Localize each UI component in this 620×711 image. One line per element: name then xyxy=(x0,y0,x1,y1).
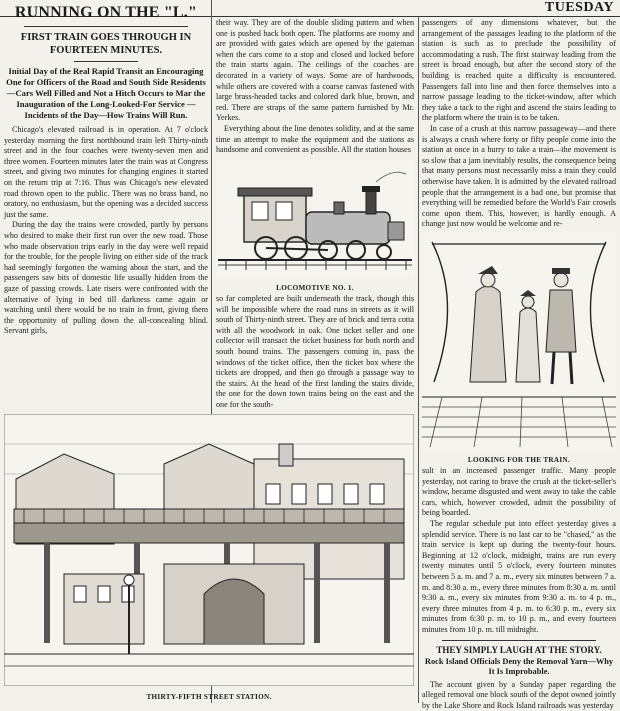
caption-locomotive: LOCOMOTIVE NO. 1. xyxy=(216,284,414,292)
caption-station: THIRTY-FIFTH STREET STATION. xyxy=(4,693,414,701)
article-paragraph: sult in an increased passenger traffic. Many people yesterday, not caring to brave the crush at the ticket-seller's window, became disgusted and went away to take the cable cars, which, however crowded, admit the possibility of being boarded. xyxy=(422,466,616,519)
column-2-lower xyxy=(216,294,414,411)
sidebar-paragraph: The account given by a Sunday paper regarding the alleged removal one block south of the depot owned jointly by the Lake Shore and Rock Island railroads was yesterday xyxy=(422,680,616,711)
article-paragraph: so far completed are built underneath the track, though this will be impossible where the road runs in streets as it will south of Thirty-ninth street. They are of brick and terra cotta with all the woodwork in oak. One ticket seller and one collector will transact the ticket business for both north and south bound trains. The passengers coming in, pass the windows of the ticket office, then the ticket box where the tickets are dropped, and then go through a passage way to the stairs. At the head of the first landing the stairs divide, the one for the down town trains being on the east and the one for the south- xyxy=(216,294,414,411)
article-paragraph: their way. They are of the double sliding pattern and when one is pushed back both open. The platforms are roomy and are provided with gates which are opened by the gateman when the cars come to a stop and closed and locked before the train starts again. The ceilings of the coaches are decorated in a variety of ways. Some are of hardwoods, while others are covered with a coarse canvas fastened with large brass-headed tacks and colored dark blue, brown, and red. There are straps of the same pattern furnished by Mr. Yerkes. xyxy=(216,18,414,124)
divider xyxy=(442,640,596,641)
locomotive-illustration xyxy=(216,160,414,278)
article-paragraph: Chicago's elevated railroad is in operation. At 7 o'clock yesterday morning the first northbound train left Thirty-ninth street and in the four coaches were twenty-seven men and three women. Fourteen minutes later the train was at Congress street, and giving two minutes for changing engines it started on the return trip at 7:16. Thus was Chicago's new elevated road thrown open to the public. There was no brass band, no oratory, no enthusiasm, but the opening was a decided success just the same. xyxy=(4,125,208,220)
article-deck: Initial Day of the Real Rapid Transit an Encouraging One for Officers of the Road and South Side Residents—Cars Well Filled and Not a Hitch Occurs to Mar the Inauguration of the Long-Looked-For Service — Incidents of the Day—How Trains Will Run. xyxy=(4,66,208,121)
article-paragraph: Everything about the line denotes solidity, and at the same time an attempt to make the equipment and the stations as handsome and convenient as possible. All the station houses xyxy=(216,124,414,156)
column-3 xyxy=(422,18,616,230)
column-3-lower xyxy=(422,466,616,711)
column-1 xyxy=(4,2,208,337)
divider xyxy=(24,26,188,27)
article-paragraph: In case of a crush at this narrow passageway—and there is always a crush where forty or fifty people come into the station at once in a hurry to take a train—the movement is so slow that a jam inevitably results, the consequence being that many persons must necessarily miss a train they could otherwise have taken. It is admitted by the elevated railroad people that the arrangement is a bad one, but promise that everything will be remedied before the World's Fair crowds come upon them. This, however, is hardly enough. A change just now would be welcome and re- xyxy=(422,124,616,230)
column-rule xyxy=(418,16,419,703)
column-2 xyxy=(216,18,414,156)
masthead-day: TUESDAY xyxy=(545,0,614,16)
station-illustration xyxy=(4,414,414,686)
article-paragraph: passengers of any dimensions whatever, but the arrangement of the passages leading to the platform of the station is such as to preclude the possibility of accommodating a rush. The first stairway leading from the street is broad enough, but after the second story of the building is reached quite a difficulty is encountered. Passengers fall into line and then force themselves into a narrow passage leading to the ticket-window, after which they take a tack to the right and ascend the stairs leading to the platform where the train is to be taken. xyxy=(422,18,616,124)
article-paragraph: The regular schedule put into effect yesterday gives a splendid service. There is no last car to be "chased," as the train service is kept up during the twenty-four hours. Beginning at 12 o'clock, midnight, trains are run every twenty minutes until 5 o'clock, every fourteen minutes between 5 a. m. and 7 a. m., every six minutes between 7 a. m. and 8:30 a. m., every three minutes from 8:30 a. m. until 9:30 a. m., every six minutes from 9:30 a. m. to 4 p. m., every three minutes from 4 p. m. to 6:30 p. m., every six minutes from 6:30 p. m. to 10 p. m., and every fourteen minutes from 10 p. m. till midnight. xyxy=(422,519,616,636)
article-paragraph: During the day the trains were crowded, partly by persons who desired to make their first run over the new road. Those who made observation trips early in the day were well repaid for the trouble, for the people living on either side of the track had seemingly forgotten the warning about the start, and the passengers saw bits of domestic life usually hidden from the gaze of passing crowds. Late risers were confronted with the alternative of lying in bed till darkness came again or watching until there would be no train in front, giving them the opportunity of pulling down the all-concealing blind. Servant girls, xyxy=(4,220,208,337)
subheadline: FIRST TRAIN GOES THROUGH IN FOURTEEN MINUTES. xyxy=(4,31,208,57)
looking-for-train-illustration xyxy=(422,232,616,450)
headline: RUNNING ON THE "L." xyxy=(4,4,208,22)
caption-looking-for-train: LOOKING FOR THE TRAIN. xyxy=(422,456,616,464)
divider xyxy=(74,61,138,62)
sidebar-headline: THEY SIMPLY LAUGH AT THE STORY. xyxy=(422,645,616,655)
sidebar-deck: Rock Island Officials Deny the Removal Yarn—Why It Is Improbable. xyxy=(422,657,616,678)
